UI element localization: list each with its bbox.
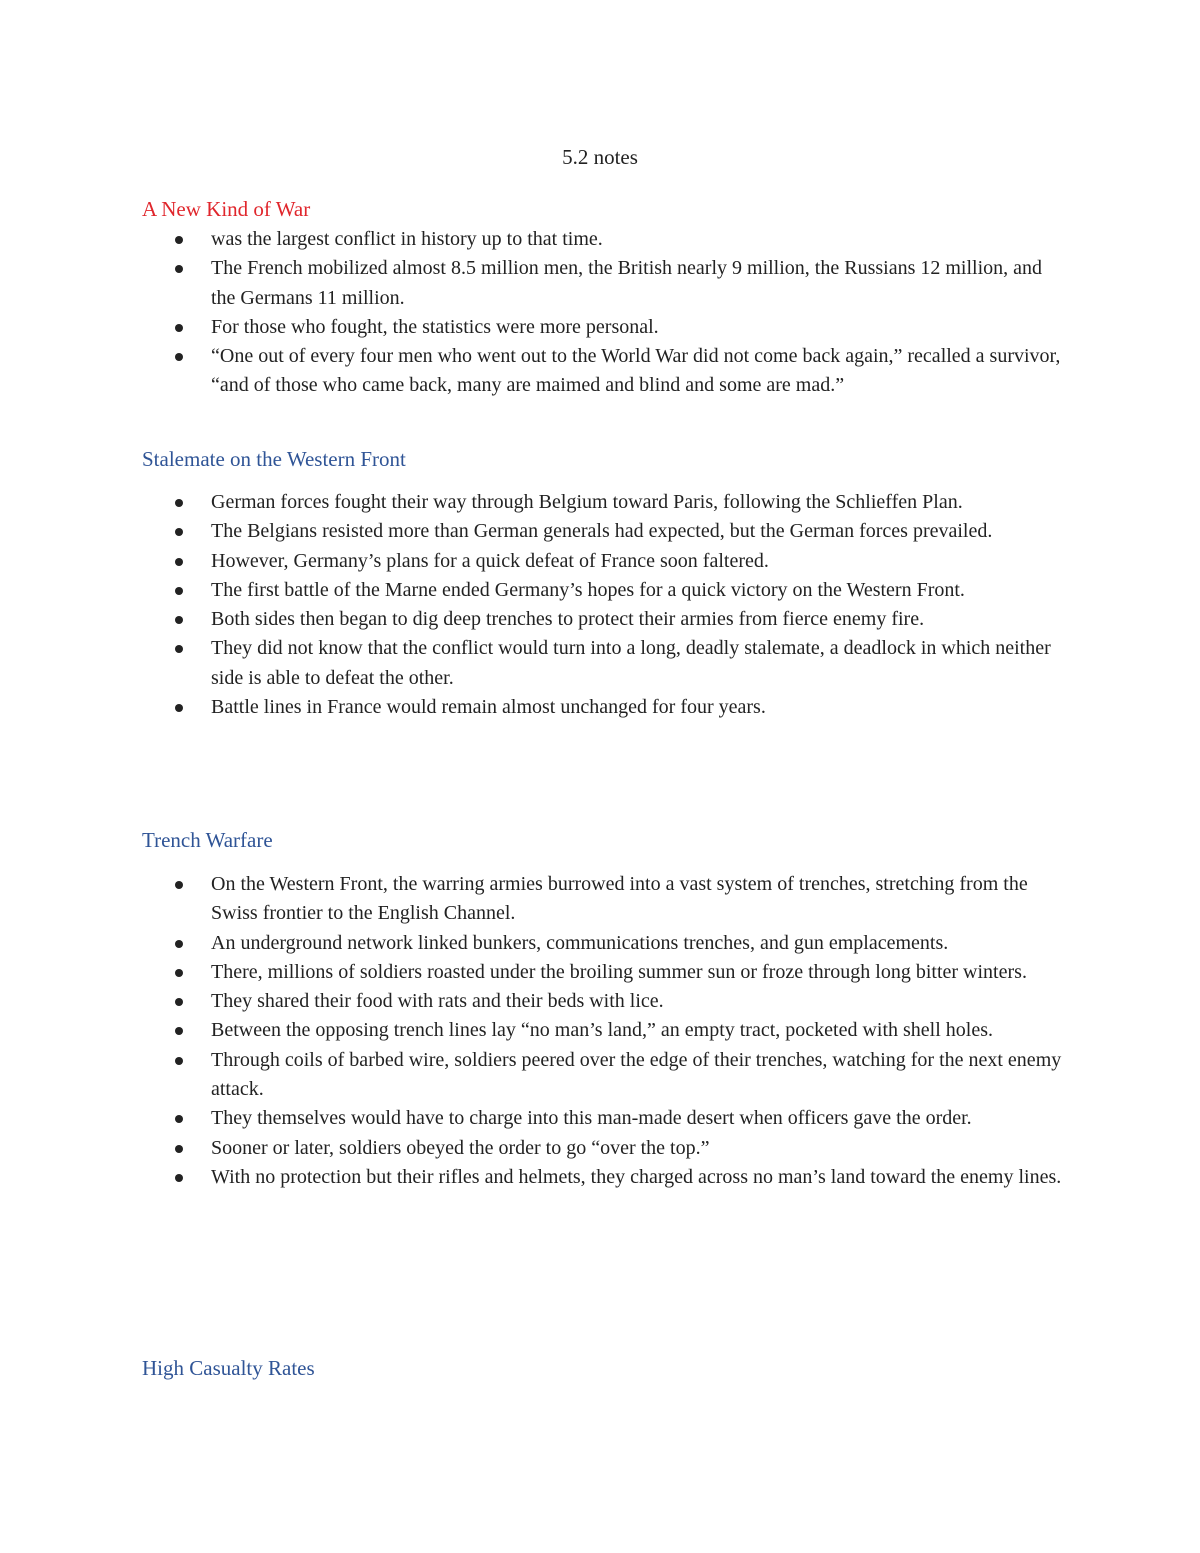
section-heading-stalemate: Stalemate on the Western Front — [142, 447, 406, 471]
bullet-icon — [175, 940, 183, 948]
bullet-list-new-kind-of-war — [0, 225, 1200, 401]
bullet-icon — [175, 881, 183, 889]
bullet-icon — [175, 998, 183, 1006]
bullet-icon — [175, 587, 183, 595]
list-item: Through coils of barbed wire, soldiers peered over the edge of their trenches, watching for the next enemy attack. — [0, 1046, 1200, 1105]
bullet-icon — [175, 353, 183, 361]
list-item: For those who fought, the statistics were more personal. — [0, 313, 1200, 342]
bullet-icon — [175, 1174, 183, 1182]
bullet-icon — [175, 236, 183, 244]
list-item: With no protection but their rifles and helmets, they charged across no man’s land toward the enemy lines. — [0, 1163, 1200, 1192]
bullet-icon — [175, 558, 183, 566]
list-item: They themselves would have to charge into this man-made desert when officers gave the order. — [0, 1104, 1200, 1133]
bullet-icon — [175, 1145, 183, 1153]
list-item: They shared their food with rats and their beds with lice. — [0, 987, 1200, 1016]
list-item: German forces fought their way through Belgium toward Paris, following the Schlieffen Plan. — [0, 488, 1200, 517]
list-item: The French mobilized almost 8.5 million men, the British nearly 9 million, the Russians 12 million, and the Germans 11 million. — [0, 254, 1200, 313]
list-item: was the largest conflict in history up to that time. — [0, 225, 1200, 254]
bullet-icon — [175, 1057, 183, 1065]
list-item: Battle lines in France would remain almost unchanged for four years. — [0, 693, 1200, 722]
bullet-icon — [175, 1115, 183, 1123]
bullet-icon — [175, 969, 183, 977]
list-item: However, Germany’s plans for a quick defeat of France soon faltered. — [0, 547, 1200, 576]
list-item: An underground network linked bunkers, communications trenches, and gun emplacements. — [0, 929, 1200, 958]
bullet-list-trench-warfare — [0, 870, 1200, 1192]
section-heading-high-casualty-rates: High Casualty Rates — [142, 1356, 315, 1380]
bullet-icon — [175, 704, 183, 712]
list-item: Both sides then began to dig deep trenches to protect their armies from fierce enemy fire. — [0, 605, 1200, 634]
list-item: Sooner or later, soldiers obeyed the order to go “over the top.” — [0, 1134, 1200, 1163]
section-heading-new-kind-of-war: A New Kind of War — [142, 197, 311, 221]
list-item: Between the opposing trench lines lay “no man’s land,” an empty tract, pocketed with shell holes. — [0, 1016, 1200, 1045]
section-heading-trench-warfare: Trench Warfare — [142, 828, 273, 852]
list-item: There, millions of soldiers roasted under the broiling summer sun or froze through long bitter winters. — [0, 958, 1200, 987]
list-item: On the Western Front, the warring armies burrowed into a vast system of trenches, stretching from the Swiss frontier to the English Channel. — [0, 870, 1200, 929]
bullet-icon — [175, 616, 183, 624]
bullet-icon — [175, 324, 183, 332]
bullet-icon — [175, 645, 183, 653]
list-item: They did not know that the conflict would turn into a long, deadly stalemate, a deadlock in which neither side is able to defeat the other. — [0, 634, 1200, 693]
bullet-icon — [175, 265, 183, 273]
page-title: 5.2 notes — [562, 145, 638, 169]
bullet-icon — [175, 528, 183, 536]
bullet-list-stalemate — [0, 488, 1200, 722]
list-item: The Belgians resisted more than German generals had expected, but the German forces prevailed. — [0, 517, 1200, 546]
list-item: The first battle of the Marne ended Germany’s hopes for a quick victory on the Western Front. — [0, 576, 1200, 605]
list-item: “One out of every four men who went out to the World War did not come back again,” recalled a survivor, “and of those who came back, many are maimed and blind and some are mad.” — [0, 342, 1200, 401]
bullet-icon — [175, 1027, 183, 1035]
bullet-icon — [175, 499, 183, 507]
